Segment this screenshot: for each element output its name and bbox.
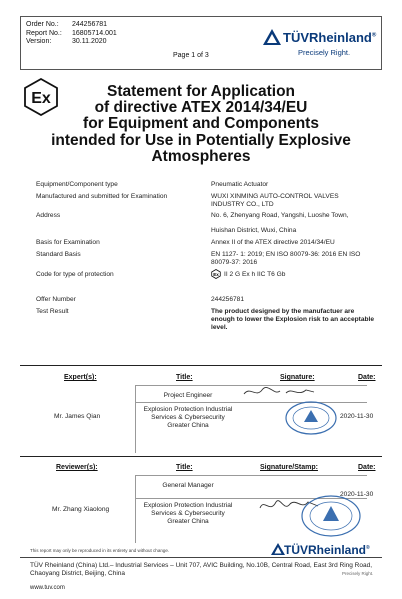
- footer-divider: [20, 557, 382, 558]
- section-divider: [20, 456, 382, 457]
- reviewer-date: 2020-11-30: [340, 491, 374, 498]
- footer-tagline: Precisely Right.: [342, 571, 374, 576]
- footer-url[interactable]: www.tuv.com: [30, 585, 65, 591]
- offer-value: 244256781: [211, 296, 245, 303]
- section-divider: [20, 365, 382, 366]
- table-line: [135, 385, 136, 453]
- expert-name: Mr. James Qian: [54, 413, 101, 420]
- reviewer-name: Mr. Zhang Xiaolong: [52, 506, 110, 513]
- footer-address: TÜV Rheinland (China) Ltd.– Industrial Services – Unit 707, AVIC Building, No.10B, Central Road, East 3rd Ring Road, Chaoyang District, Beijing, China: [30, 562, 373, 577]
- title-line: for Equipment and Components: [83, 115, 319, 133]
- reviewers-header: Reviewer(s):: [56, 464, 98, 471]
- title-line: intended for Use in Potentially Explosive: [51, 131, 351, 149]
- standard-label: Standard Basis: [36, 251, 81, 258]
- report-label: Report No.:: [26, 29, 62, 37]
- code-value: II 2 G Ex h IIC T6 Gb: [224, 271, 286, 278]
- table-line: [135, 475, 367, 476]
- footer-brand-name: TÜVRheinland®: [284, 543, 370, 557]
- expert-title-2: Explosion Protection Industrial Services & Cybersecurity Greater China: [143, 406, 233, 429]
- experts-signature-header: Signature:: [280, 374, 315, 381]
- experts-title-header: Title:: [176, 374, 193, 381]
- brand-tagline: Precisely Right.: [298, 48, 351, 57]
- result-label: Test Result: [36, 308, 69, 315]
- reviewer-title-2: Explosion Protection Industrial Services & Cybersecurity Greater China: [143, 502, 233, 525]
- reviewer-stamp-icon: [300, 494, 362, 538]
- address-value-1: No. 6, Zhenyang Road, Yangshi, Luoshe Town,: [211, 212, 349, 219]
- address-value-2: Huishan District, Wuxi, China: [211, 227, 297, 234]
- document-title: [0, 84, 402, 165]
- brand-name: TÜVRheinland®: [283, 30, 377, 45]
- address-label: Address: [36, 212, 61, 219]
- result-value: The product designed by the manufactuer are enough to lower the Explosion risk to an acceptable level.: [211, 308, 375, 331]
- experts-date-header: Date:: [358, 374, 376, 381]
- ex-mark-icon: [211, 269, 221, 279]
- title-line: Statement for Application: [106, 83, 296, 100]
- basis-value: Annex II of the ATEX directive 2014/34/EU: [211, 239, 335, 246]
- experts-header: Expert(s):: [64, 374, 97, 381]
- tuv-logo-icon: [262, 28, 282, 46]
- expert-stamp-icon: [284, 400, 338, 436]
- title-line: Atmospheres: [151, 147, 251, 165]
- standard-value: EN 1127- 1: 2019; EN ISO 80079-36: 2016 EN ISO 80079-37: 2016: [211, 251, 361, 266]
- reviewers-signature-header: Signature/Stamp:: [260, 464, 318, 471]
- expert-title-1: Project Engineer: [163, 392, 213, 399]
- svg-text:Ex: Ex: [31, 90, 51, 107]
- reviewers-title-header: Title:: [176, 464, 193, 471]
- report-value: 16805714.001: [72, 29, 117, 37]
- expert-signature-icon: [240, 384, 320, 400]
- title-line: of directive ATEX 2014/34/EU: [94, 99, 308, 117]
- code-label: Code for type of protection: [36, 271, 114, 278]
- manufactured-value: WUXI XINMING AUTO-CONTROL VALVES INDUSTRY CO., LTD: [211, 193, 339, 208]
- order-value: 244256781: [72, 21, 108, 28]
- equipment-label: Equipment/Component type: [36, 181, 118, 188]
- expert-date: 2020-11-30: [340, 413, 374, 420]
- reviewers-date-header: Date:: [358, 464, 376, 471]
- svg-text:Ex: Ex: [213, 272, 219, 277]
- version-value: 30.11.2020: [72, 38, 107, 45]
- manufactured-label: Manufactured and submitted for Examination: [36, 193, 168, 200]
- table-line: [135, 475, 136, 543]
- version-label: Version:: [26, 38, 52, 45]
- order-label: Order No.:: [26, 21, 59, 28]
- footer-note: This report may only be reproduced in its entirety and without change.: [30, 548, 170, 553]
- page-number: Page 1 of 3: [173, 52, 209, 59]
- basis-label: Basis for Examination: [36, 239, 100, 246]
- offer-label: Offer Number: [36, 296, 76, 303]
- equipment-value: Pneumatic Actuator: [211, 181, 269, 188]
- reviewer-title-1: General Manager: [162, 482, 214, 489]
